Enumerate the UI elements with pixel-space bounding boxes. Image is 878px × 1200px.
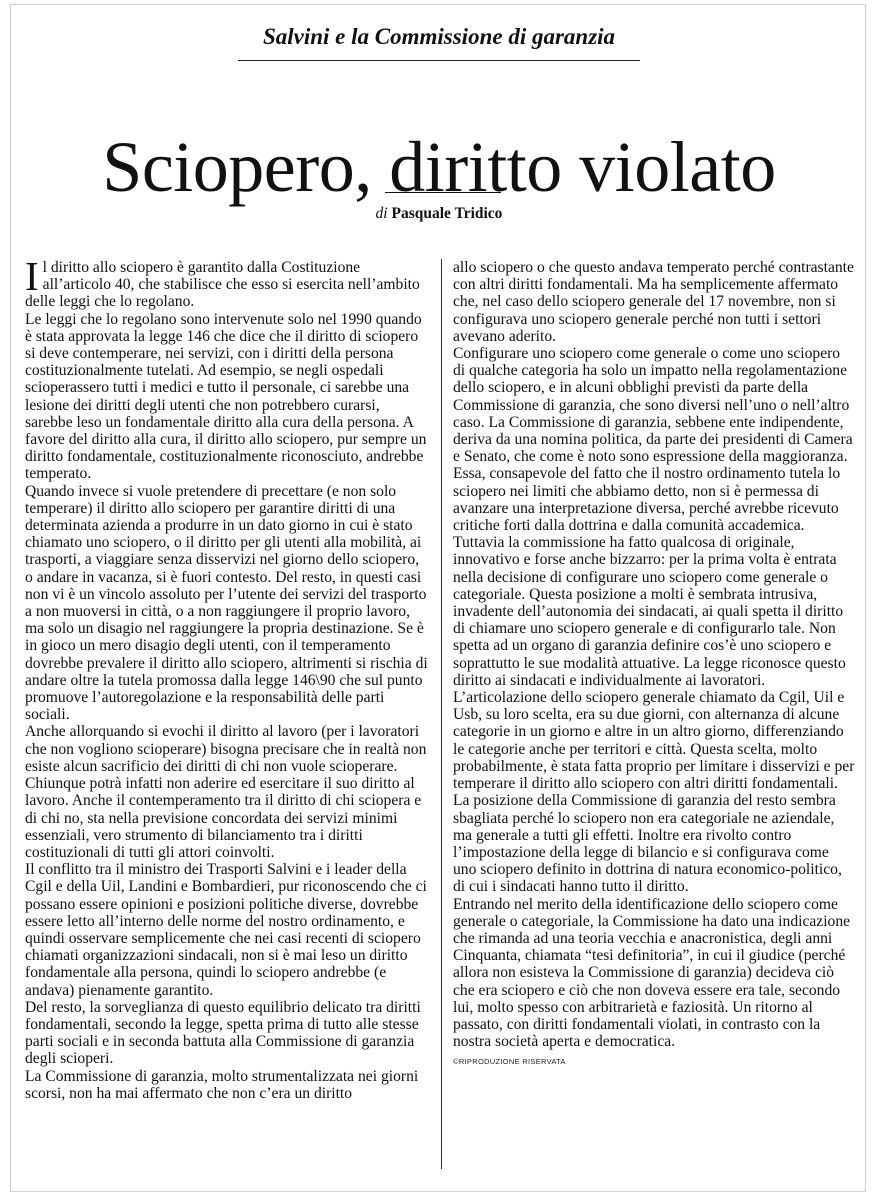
byline-rule — [385, 192, 501, 193]
paragraph: Le leggi che lo regolano sono intervenute solo nel 1990 quando è stata approvata la legge 146 che dice che il diritto di sciopero si deve contemperare, nei servizi, con i diritti della persona costituzionalmente tutelati. Ad esempio, se negli ospedali scioperassero tutti i medici e tutto il personale, ci sarebbe una lesione dei diritti degli utenti che non potrebbero curarsi, sarebbe leso un fondamentale diritto alla cura della persona. A favore del diritto alla cura, il diritto allo sciopero, pur sempre un diritto fondamentale, costituzionalmente riconosciuto, andrebbe temperato. — [25, 310, 427, 483]
paragraph: La Commissione di garanzia, molto strumentalizzata nei giorni scorsi, non ha mai affermato che non c’era un diritto — [25, 1067, 419, 1102]
article-column-left — [25, 253, 430, 1102]
byline-author: Pasquale Tridico — [391, 205, 503, 222]
byline-prefix: di — [375, 205, 388, 222]
paragraph: L’articolazione dello sciopero generale chiamato da Cgil, Uil e Usb, su loro scelta, era su due giorni, con alternanza di alcune categorie in un giorno e altre in un altro giorno, differenziando le categorie anche per territori e città. Questa scelta, molto probabilmente, è stata fatta proprio per limitare i disservizi e per temperare il diritto allo sciopero con altri diritti fondamentali. — [453, 689, 855, 793]
paragraph: Entrando nel merito della identificazione dello sciopero come generale o categoriale, la Commissione ha dato una indicazione che rimanda ad una teoria vecchia e anacronistica, degli anni Cinquanta, chiamata “tesi definitoria”, in cui il giudice (perché allora non esisteva la Commissione di garanzia) decideva ciò che era sciopero e ciò che non doveva essere era tale, secondo lui, molto spesso con arbitrarietà e faziosità. Un ritorno al passato, con diritti fondamentali violati, in contrasto con la nostra società aperta e democratica. — [453, 895, 851, 1051]
paragraph: Il conflitto tra il ministro dei Trasporti Salvini e i leader della Cgil e della Uil, Landini e Bombardieri, pur riconoscendo che ci possano essere opinioni e posizioni politiche diverse, dovrebbe essere letto all’interno delle norme del nostro ordinamento, e quindi osservare semplicemente che nei casi recenti di sciopero chiamati organizzazioni sindacali, non si è mai leso un diritto fondamentale alla persona, quindi lo sciopero andrebbe (e andava) pienamente garantito. — [25, 861, 427, 999]
kicker: Salvini e la Commissione di garanzia — [262, 24, 616, 49]
headline: Sciopero, diritto violato — [102, 127, 776, 208]
column-divider — [441, 259, 442, 1169]
article-column-right — [453, 259, 855, 1071]
paragraph: allo sciopero o che questo andava temperato perché contrastante con altri diritti fondamentali. Ma ha semplicemente affermato che, nel caso dello sciopero generale del 17 novembre, non si configurava uno sciopero generale perché non tutti i settori avevano aderito. — [453, 259, 854, 345]
paragraph: Del resto, la sorveglianza di questo equilibrio delicato tra diritti fondamentali, secondo la legge, spetta prima di tutto alle stesse parti sociali e in seconda battuta alla Commissione di garanzia degli scioperi. — [25, 998, 421, 1068]
paragraph: La posizione della Commissione di garanzia del resto sembra sbagliata perché lo sciopero non era categoriale ne aziendale, ma generale a tutti gli effetti. Inoltre era rivolto contro l’impostazione della legge di bilancio e si configurava come uno sciopero definito in dottrina di natura economico-politico, di cui i sindacati hanno tutto il diritto. — [453, 792, 842, 896]
paragraph: Anche allorquando si evochi il diritto al lavoro (per i lavoratori che non vogliono scioperare) bisogna precisare che in realtà non esiste alcun sacrificio dei diritti di chi non vuole scioperare. Chiunque potrà infatti non aderire ed esercitare il suo diritto al lavoro. Anche il contemperamento tra il diritto di chi sciopera e di chi no, sta nella previsione concordata dei servizi minimi essenziali, vero strumento di bilanciamento tra i diritti costituzionali di tutti gli attori coinvolti. — [25, 723, 427, 861]
copyright-notice: ©RIPRODUZIONE RISERVATA — [453, 1057, 566, 1067]
kicker-rule — [238, 60, 640, 61]
paragraph: Quando invece si vuole pretendere di precettare (e non solo temperare) il diritto allo sciopero per garantire diritti di una determinata azienda a produrre in un dato giorno in cui è stato chiamato uno sciopero, o il diritto per gli utenti alla mobilità, ai trasporti, a viaggiare senza disservizi nel giorno dello sciopero, o andare in vacanza, si è fuori contesto. Del resto, in questi casi non vi è un vincolo assoluto per l’utente dei servizi del trasporto a non muoversi in città, o a non raggiungere il proprio lavoro, ma solo un disagio nel raggiungere la propria destinazione. Se è in gioco un mero disagio degli utenti, con il temperamento dovrebbe prevalere il diritto allo sciopero, altrimenti si rischia di andare oltre la tutela promossa dalla legge 146\90 che sul punto promuove l’autoregolazione e la responsabilità delle parti sociali. — [25, 482, 428, 724]
paragraph: Configurare uno sciopero come generale o come uno sciopero di qualche categoria ha solo un impatto nella regolamentazione dello sciopero, e in alcuni obblighi previsti da parte della Commissione di garanzia, che sono diversi nell’uno o nell’altro caso. La Commissione di garanzia, sebbene ente indipendente, deriva da una nomina politica, da parte dei presidenti di Camera e Senato, che come è noto sono espressione della maggioranza. Essa, consapevole del fatto che il nostro ordinamento tutela lo sciopero nei limiti che abbiamo detto, non si è permessa di avanzare una interpretazione diversa, perché avrebbe ricevuto critiche forti dalla dottrina e dalla comunità accademica. Tuttavia la commissione ha fatto qualcosa di originale, innovativo e forse anche bizzarro: per la prima volta è entrata nella decisione di configurare uno sciopero come generale o categoriale. Questa posizione a molti è sembrata intrusiva, invadente dell’autonomia dei sindacati, ai quali spetta il diritto di chiamare uno sciopero generale e di configurarlo tale. Non spetta ad un organo di garanzia definire cos’è uno sciopero e soprattutto le sue modalità attuative. La legge riconosce questo diritto ai sindacati e individualmente ai lavoratori. — [453, 345, 853, 689]
byline — [0, 205, 878, 223]
paragraph — [25, 253, 430, 311]
drop-cap: I — [25, 253, 39, 299]
paragraph-text: l diritto allo sciopero è garantito dalla Costituzione all’articolo 40, che stabilisce che esso si esercita nell’ambito delle leggi che lo regolano. — [25, 259, 420, 311]
